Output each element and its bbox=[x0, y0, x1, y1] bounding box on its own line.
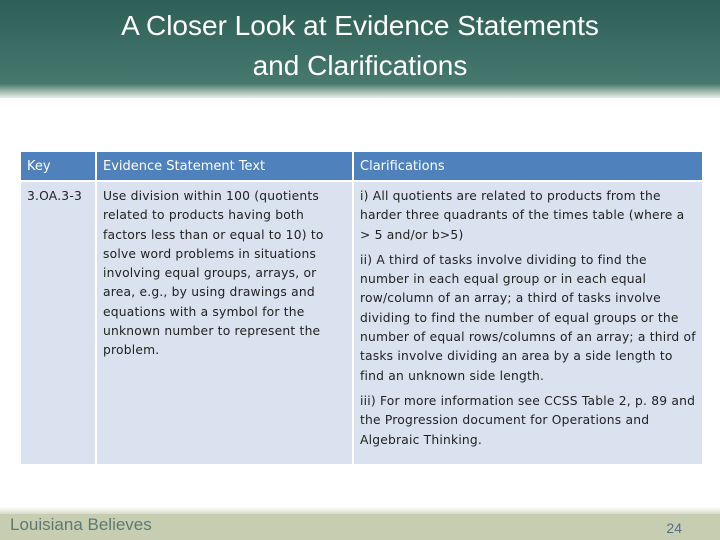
evidence-cell: Use division within 100 (quotients related to products having both factors less than or equal to 10) to solve word problems in situations involving equal groups, arrays, or area, e.g., by using drawings and equations with a symbol for the unknown number to represent the problem. bbox=[97, 182, 352, 464]
table-header-row bbox=[21, 152, 702, 180]
header-evidence: Evidence Statement Text bbox=[97, 152, 352, 180]
page-number: 24 bbox=[666, 520, 682, 536]
key-cell: 3.OA.3-3 bbox=[21, 182, 95, 464]
clarification-2: ii) A third of tasks involve dividing to find the number in each equal group or in each equal row/column of an array; a third of tasks involve dividing to find the number of equal groups or the number of equal rows/columns of an array; a third of tasks involve dividing an area by a side length to find an unknown side length. bbox=[360, 252, 696, 383]
title-line-1: A Closer Look at Evidence Statements bbox=[121, 10, 599, 41]
evidence-table bbox=[19, 150, 704, 466]
clarification-1: i) All quotients are related to products from the harder three quadrants of the times table (where a > 5 and/or b>5) bbox=[360, 189, 685, 242]
title-line-2: and Clarifications bbox=[252, 50, 468, 81]
brand-logo-text: Louisiana Believes bbox=[10, 515, 152, 534]
slide-title bbox=[0, 6, 720, 86]
header-clarifications: Clarifications bbox=[354, 152, 702, 180]
header-key: Key bbox=[21, 152, 95, 180]
clarifications-cell bbox=[354, 182, 702, 464]
banner-edge bbox=[0, 84, 720, 98]
table-row bbox=[21, 182, 702, 464]
clarification-3: iii) For more information see CCSS Table 2, p. 89 and the Progression document for Operations and Algebraic Thinking. bbox=[360, 393, 696, 447]
